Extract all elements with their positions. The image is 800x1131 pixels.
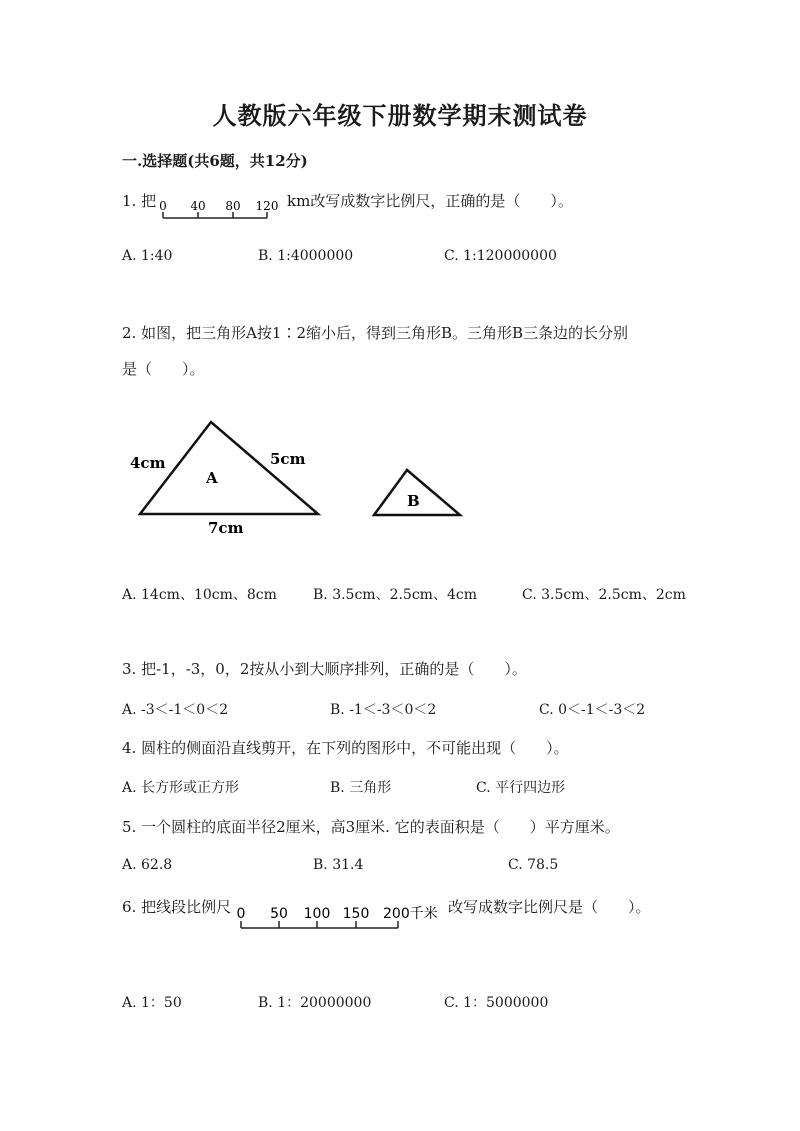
triangle-a <box>140 422 318 514</box>
q4-option-c: C. 平行四边形 <box>476 780 566 796</box>
q1-scale-label: 0 <box>159 199 167 213</box>
q2-option-c: C. 3.5cm、2.5cm、2cm <box>522 587 686 603</box>
q6-line-scale <box>232 898 450 934</box>
q6-text-before: 6. 把线段比例尺 <box>122 898 232 916</box>
q6-scale-label: 100 <box>303 906 331 922</box>
q1-scale-label: 40 <box>190 199 206 213</box>
triangle-a-side-bottom: 7cm <box>208 519 244 537</box>
q4-text: 4. 圆柱的侧面沿直线剪开，在下列的图形中，不可能出现（ ）。 <box>122 739 569 757</box>
q5-option-c: C. 78.5 <box>508 857 559 873</box>
q3-option-a: A. -3＜-1＜0＜2 <box>122 702 229 718</box>
q1-text-before: 1. 把 <box>122 192 157 210</box>
section-title: 一.选择题(共6题，共12分) <box>122 152 308 170</box>
q6-scale-label: 200千米 <box>383 906 438 922</box>
q1-line-scale <box>155 192 285 222</box>
q3-option-c: C. 0＜-1＜-3＜2 <box>539 702 646 718</box>
page-title: 人教版六年级下册数学期末测试卷 <box>212 101 588 130</box>
q1-text-after: km改写成数字比例尺，正确的是（ ）。 <box>287 192 573 210</box>
q1-scale-label: 120 <box>255 199 279 213</box>
q6-option-a: A. 1：50 <box>122 995 182 1011</box>
triangle-a-label: A <box>206 469 218 487</box>
q3-text: 3. 把-1，-3，0，2按从小到大顺序排列，正确的是（ ）。 <box>122 660 527 678</box>
q1-option-c: C. 1:120000000 <box>444 248 557 264</box>
q5-option-b: B. 31.4 <box>313 857 364 873</box>
q5-option-a: A. 62.8 <box>122 857 173 873</box>
q4-option-a: A. 长方形或正方形 <box>122 780 240 796</box>
q6-option-c: C. 1：5000000 <box>444 995 549 1011</box>
triangle-b-label: B <box>407 492 420 510</box>
q6-scale-label: 50 <box>270 906 288 922</box>
q2-triangle-figure <box>120 410 480 540</box>
q1-scale-label: 80 <box>225 199 241 213</box>
triangle-a-side-right: 5cm <box>270 450 306 468</box>
q1-option-a: A. 1:40 <box>122 248 173 264</box>
q1-option-b: B. 1:4000000 <box>258 248 354 264</box>
q3-option-b: B. -1＜-3＜0＜2 <box>330 702 437 718</box>
q2-option-a: A. 14cm、10cm、8cm <box>122 587 277 603</box>
q6-scale-label: 0 <box>236 906 246 922</box>
q6-option-b: B. 1：20000000 <box>258 995 372 1011</box>
q2-text-line1: 2. 如图，把三角形A按1∶2缩小后，得到三角形B。三角形B三条边的长分别 <box>122 324 629 342</box>
q2-option-b: B. 3.5cm、2.5cm、4cm <box>313 587 477 603</box>
q4-option-b: B. 三角形 <box>330 780 392 796</box>
q5-text: 5. 一个圆柱的底面半径2厘米，高3厘米. 它的表面积是（ ）平方厘米。 <box>122 818 620 836</box>
q6-scale-label: 150 <box>342 906 370 922</box>
triangle-a-side-left: 4cm <box>130 454 166 472</box>
q2-text-line2: 是（ ）。 <box>122 360 205 378</box>
q6-text-after: 改写成数字比例尺是（ ）。 <box>448 898 651 916</box>
